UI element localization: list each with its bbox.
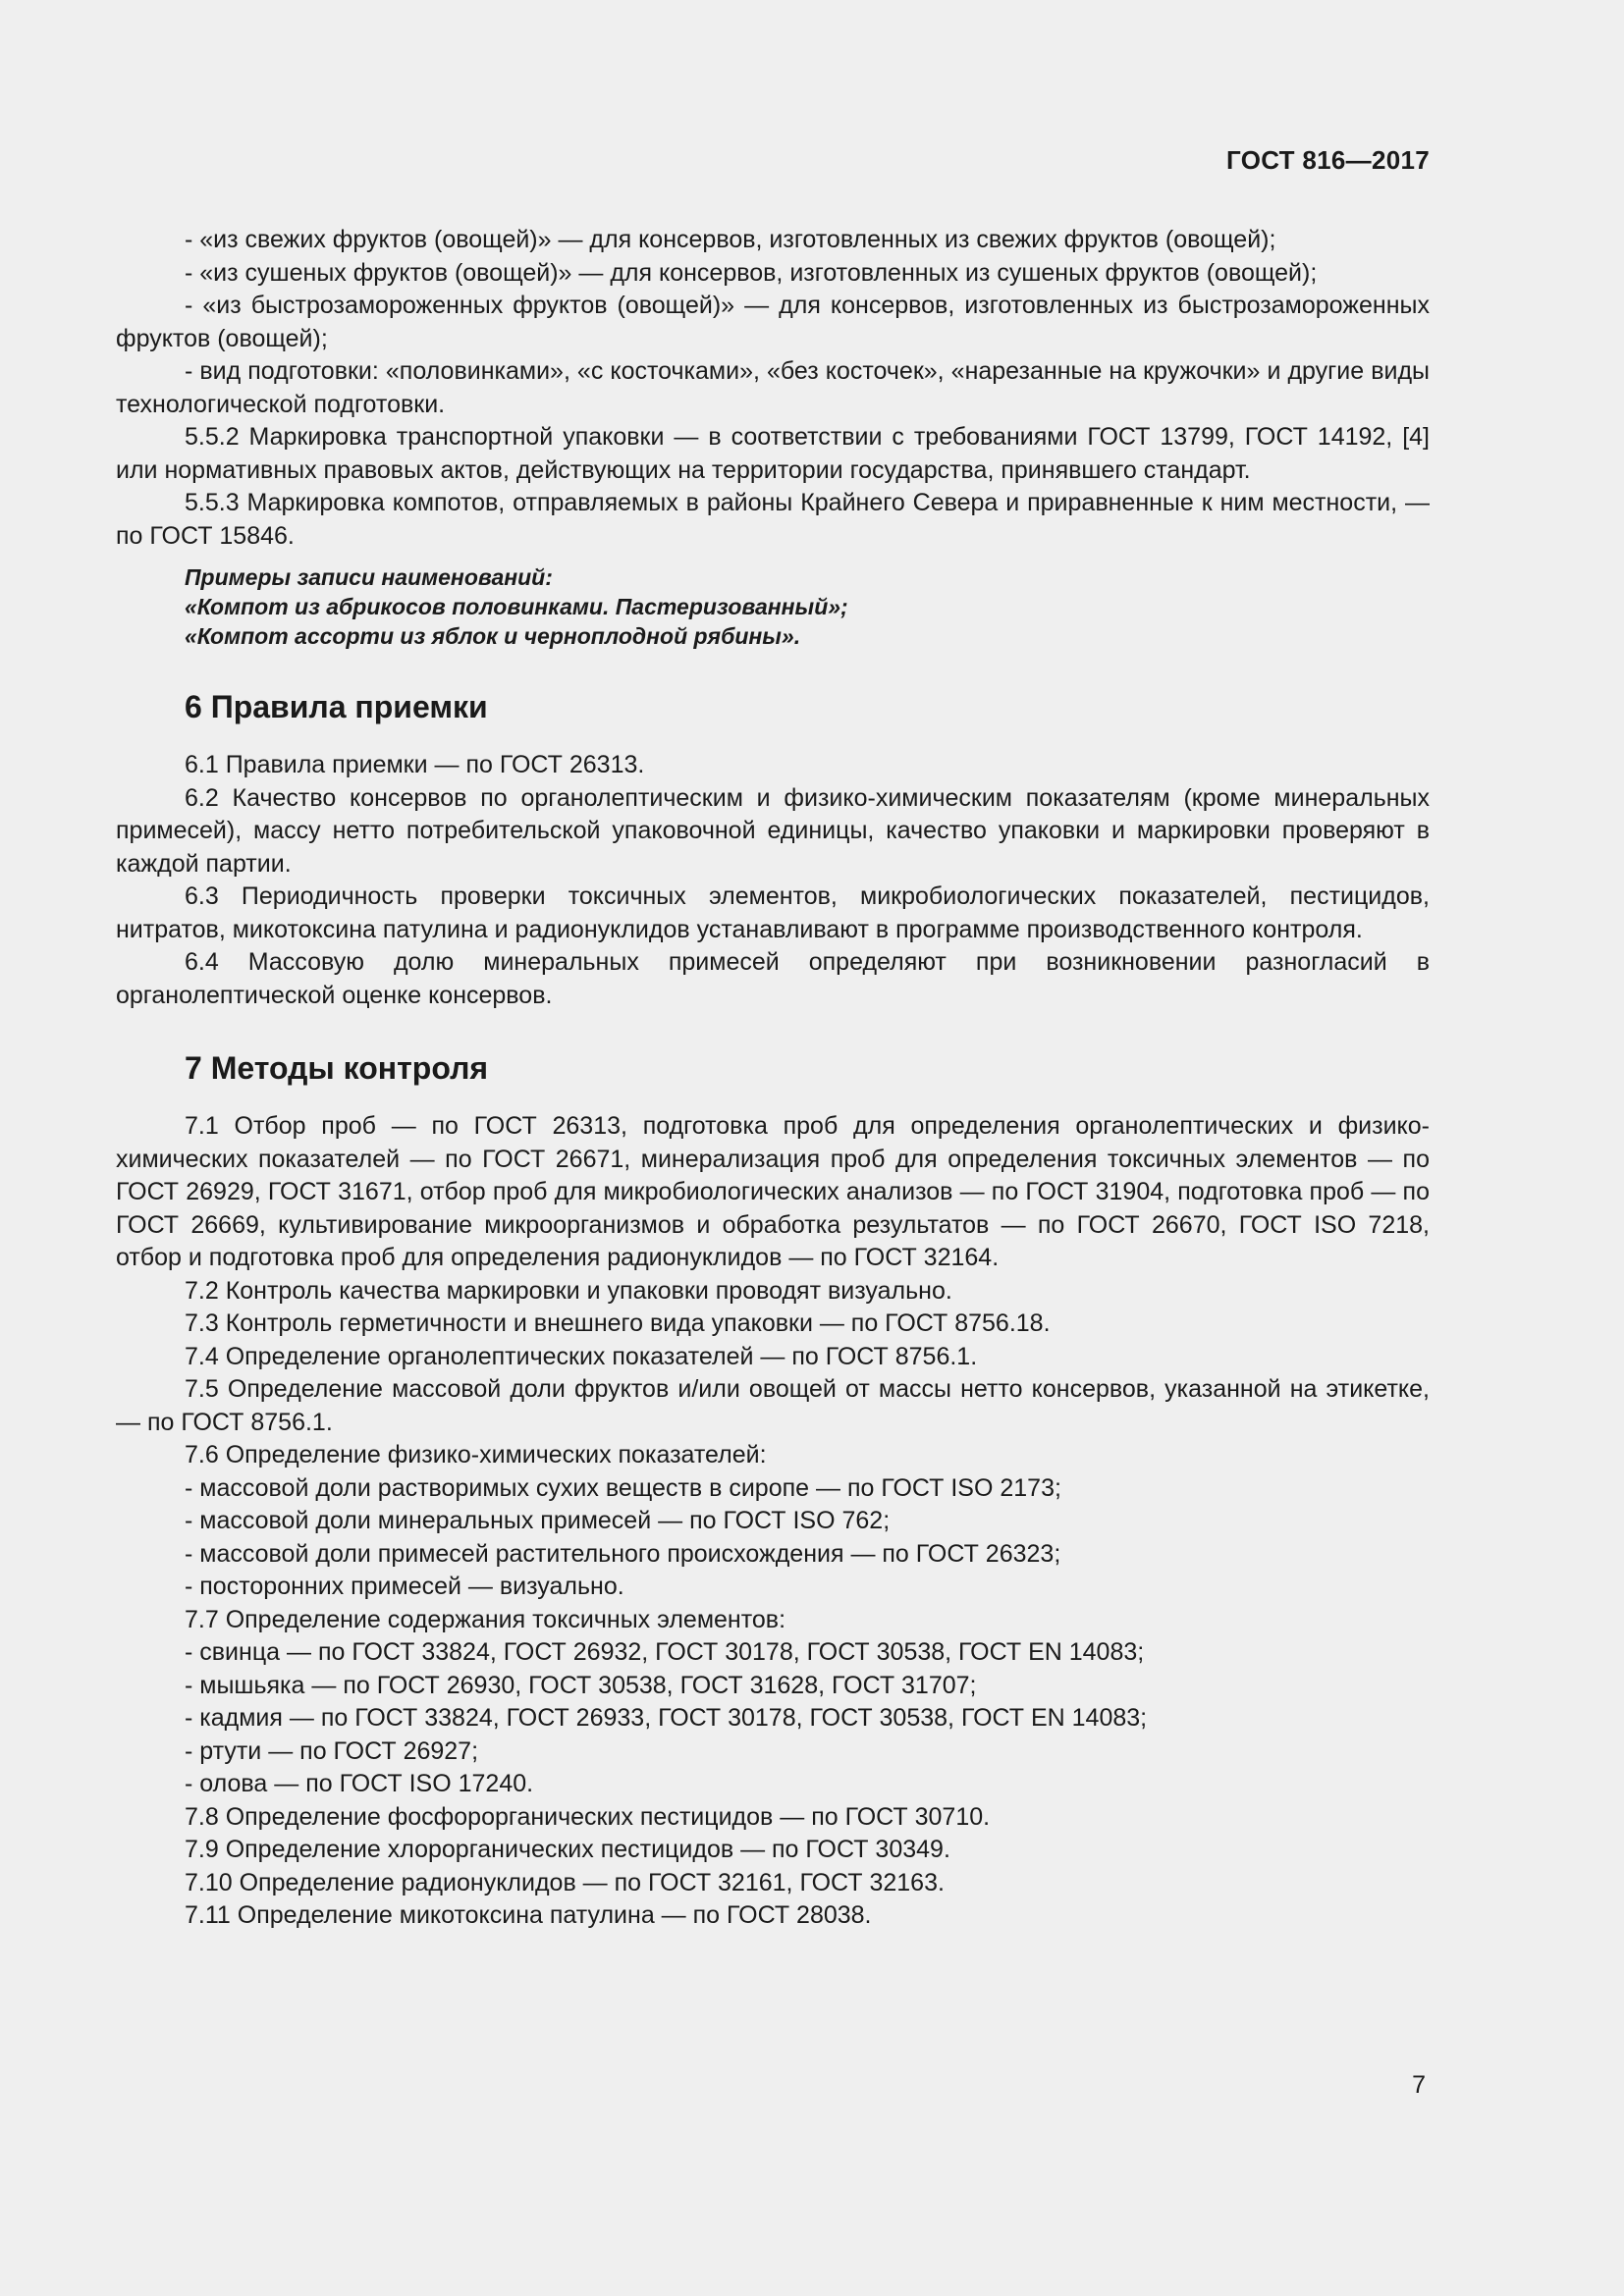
- section-7-title: 7 Методы контроля: [185, 1050, 489, 1086]
- paragraph-7-7: 7.7 Определение содержания токсичных элементов:: [185, 1605, 786, 1633]
- paragraph-7-8: 7.8 Определение фосфорорганических пестицидов — по ГОСТ 30710.: [185, 1802, 991, 1831]
- paragraph-7-3: 7.3 Контроль герметичности и внешнего вида упаковки — по ГОСТ 8756.18.: [185, 1309, 1051, 1337]
- example-line: «Компот ассорти из яблок и черноплодной рябины».: [185, 623, 801, 649]
- paragraph-7-9: 7.9 Определение хлорорганических пестицидов — по ГОСТ 30349.: [185, 1836, 950, 1863]
- paragraph-7-10: 7.10 Определение радионуклидов — по ГОСТ 32161, ГОСТ 32163.: [185, 1868, 945, 1896]
- paragraph-7-4: 7.4 Определение органолептических показателей — по ГОСТ 8756.1.: [185, 1342, 978, 1370]
- list-item: - кадмия — по ГОСТ 33824, ГОСТ 26933, ГОСТ 30178, ГОСТ 30538, ГОСТ EN 14083;: [185, 1704, 1148, 1732]
- paragraph-7-5: 7.5 Определение массовой доли фруктов и/или овощей от массы нетто консервов, указанной на этикетке, — по ГОСТ 8756.1.: [116, 1375, 1430, 1436]
- list-item: - «из свежих фруктов (овощей)» — для консервов, изготовленных из свежих фруктов (овощей);: [185, 226, 1276, 253]
- paragraph-7-6: 7.6 Определение физико-химических показателей:: [185, 1441, 767, 1468]
- example-line: «Компот из абрикосов половинками. Пастеризованный»;: [185, 594, 848, 619]
- paragraph-7-1: 7.1 Отбор проб — по ГОСТ 26313, подготовка проб для определения органолептических и физико-химических показателей — по ГОСТ 26671, минерализация проб для определения токсичных элементов — по ГОСТ 26929, ГОСТ 31671, отбор проб для микробиологических анализов — по ГОСТ 31904, подготовка проб — по ГОСТ 26669, культивирование микроорганизмов и обработка результатов — по ГОСТ 26670, ГОСТ ISO 7218, отбор и подготовка проб для определения радионуклидов — по ГОСТ 32164.: [116, 1112, 1430, 1271]
- paragraph-5-5-2: 5.5.2 Маркировка транспортной упаковки — в соответствии с требованиями ГОСТ 13799, ГОСТ 14192, [4] или нормативных правовых актов, действующих на территории государства, принявшего стандарт.: [116, 423, 1430, 484]
- list-item: - массовой доли примесей растительного происхождения — по ГОСТ 26323;: [185, 1539, 1061, 1568]
- paragraph-5-5-3: 5.5.3 Маркировка компотов, отправляемых в районы Крайнего Севера и приравненные к ним местности, — по ГОСТ 15846.: [116, 489, 1430, 550]
- list-item: - массовой доли растворимых сухих веществ в сиропе — по ГОСТ ISO 2173;: [185, 1473, 1061, 1502]
- list-item: - массовой доли минеральных примесей — по ГОСТ ISO 762;: [185, 1507, 891, 1534]
- paragraph-6-3: 6.3 Периодичность проверки токсичных элементов, микробиологических показателей, пестицидов, нитратов, микотоксина патулина и радионуклидов устанавливают в программе производственного контроля.: [116, 882, 1430, 943]
- paragraph-7-11: 7.11 Определение микотоксина патулина — по ГОСТ 28038.: [185, 1901, 872, 1929]
- document-code: ГОСТ 816—2017: [1226, 145, 1430, 175]
- list-item: - вид подготовки: «половинками», «с косточками», «без косточек», «нарезанные на кружочки» и другие виды технологической подготовки.: [116, 357, 1430, 418]
- examples-heading: Примеры записи наименований:: [185, 564, 553, 590]
- section-6-title: 6 Правила приемки: [185, 689, 488, 724]
- paragraph-6-4: 6.4 Массовую долю минеральных примесей определяют при возникновении разногласий в органолептической оценке консервов.: [116, 948, 1430, 1009]
- examples-block: [185, 562, 1430, 651]
- list-item: - посторонних примесей — визуально.: [185, 1573, 624, 1600]
- document-body: [116, 224, 1430, 1933]
- list-item: - свинца — по ГОСТ 33824, ГОСТ 26932, ГОСТ 30178, ГОСТ 30538, ГОСТ EN 14083;: [185, 1638, 1145, 1666]
- list-item: - «из сушеных фруктов (овощей)» — для консервов, изготовленных из сушеных фруктов (овощей);: [185, 258, 1318, 287]
- list-item: - «из быстрозамороженных фруктов (овощей)» — для консервов, изготовленных из быстрозамороженных фруктов (овощей);: [116, 292, 1430, 352]
- list-item: - олова — по ГОСТ ISO 17240.: [185, 1770, 534, 1797]
- paragraph-6-1: 6.1 Правила приемки — по ГОСТ 26313.: [185, 751, 645, 778]
- page-number: 7: [1412, 2071, 1426, 2099]
- paragraph-6-2: 6.2 Качество консервов по органолептическим и физико-химическим показателям (кроме минеральных примесей), массу нетто потребительской упаковочной единицы, качество упаковки и маркировки проверяют в каждой партии.: [116, 783, 1430, 878]
- list-item: - мышьяка — по ГОСТ 26930, ГОСТ 30538, ГОСТ 31628, ГОСТ 31707;: [185, 1671, 977, 1699]
- paragraph-7-2: 7.2 Контроль качества маркировки и упаковки проводят визуально.: [185, 1276, 952, 1305]
- list-item: - ртути — по ГОСТ 26927;: [185, 1736, 479, 1765]
